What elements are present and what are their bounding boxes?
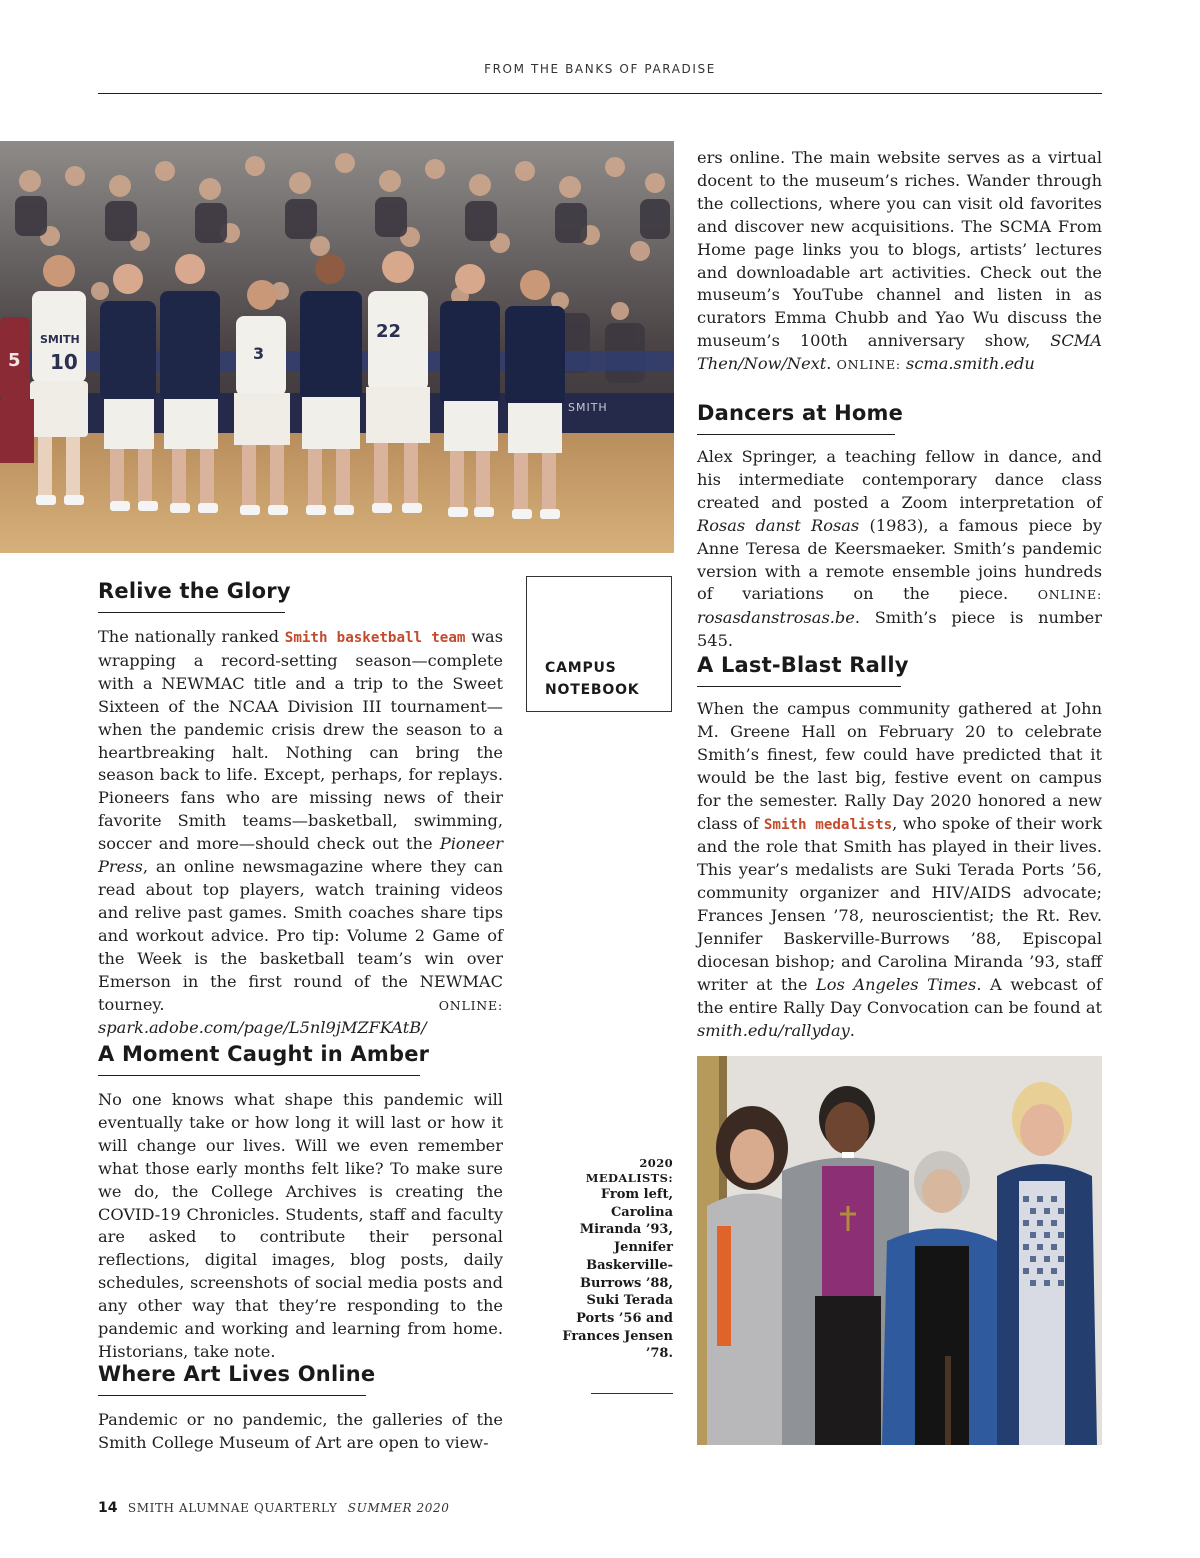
text-run: Alex Springer, a teaching fellow in dance, and his intermediate contemporary dance class created and posted a Zoom interpretation of (697, 447, 1102, 512)
caption-label: 2020 MEDALISTS: (585, 1156, 673, 1185)
page-number: 14 (98, 1500, 118, 1516)
running-head: FROM THE BANKS OF PARADISE (484, 62, 716, 76)
text-run: , an online newsmagazine where they can read about top players, watch training videos and relive past games. Smith coaches share tips and workout advice. Pro tip: Volume 2 Game of the Week is the basketball team’s win over Emerson in the first round of the NEWMAC tourney. (98, 857, 503, 1014)
text-run: ers online. The main website serves as a virtual docent to the museum’s riches. Wander through the collections, where you can visit old favorites and discover new acquisitions. The SCMA From Home page links you to blogs, artists’ lectures and downloadable art activities. Check out the museum’s YouTube channel and listen in as curators Emma Chubb and Yao Wu discuss the museum’s 100th anniversary show, (697, 148, 1102, 351)
text-run: The nationally ranked (98, 627, 285, 646)
court-banner-text: SMITH (568, 401, 608, 414)
section-dancers-at-home (697, 400, 1102, 653)
where-art-lives-online-continued (697, 147, 1102, 377)
basketball-photo-illustration (0, 141, 674, 553)
header-rule (98, 93, 1102, 94)
section-heading-last-blast-rally: A Last-Blast Rally (697, 653, 909, 677)
jersey-number-10: 10 (50, 350, 78, 374)
section-heading-relive-the-glory: Relive the Glory (98, 579, 291, 603)
text-run: was wrapping a record-setting season—complete with a NEWMAC title and a trip to the Sweet Sixteen of the NCAA Division III tournament—when the pandemic crisis drew the season to a heartbreaking halt. Nothing can bring the season back to life. Except, perhaps, for replays. Pioneers fans who are missing news of their favorite Smith teams—basketball, swimming, soccer and more—should check out the (98, 627, 504, 854)
publication-name: SMITH ALUMNAE QUARTERLY (127, 1501, 338, 1515)
text-run: . (849, 1020, 855, 1040)
pioneer-press-url[interactable]: spark.adobe.com/page/L5nl9jMZFKAtB/ (98, 1018, 427, 1038)
text-run: When the campus community gathered at John M. Greene Hall on February 20 to celebrate Smith’s finest, few could have predicted that it would be the last big, festive event on campus for the semester. Rally Day 2020 honored a new class of (697, 699, 1102, 833)
jersey-number-3: 3 (253, 344, 265, 363)
scma-url[interactable]: scma.smith.edu (900, 354, 1035, 374)
medalists-photo-illustration (697, 1056, 1102, 1445)
campus-notebook-box (526, 576, 672, 712)
last-blast-rally-body (697, 698, 1102, 1043)
section-where-art-lives-online (98, 1361, 503, 1455)
caption-text: From left, Carolina Miranda ’93, Jennifer Baskerville-Burrows ’88, Suki Terada Ports ’56 and Frances Jensen ’78. (562, 1187, 673, 1362)
section-heading-where-art-lives-online: Where Art Lives Online (98, 1362, 376, 1386)
text-run: , who spoke of their work and the role that Smith has played in their lives. This year’s medalists are Suki Terada Ports ’56, community organizer and HIV/AIDS advocate; Frances Jensen ’78, neuroscientist; the Rt. Rev. Jennifer Baskerville-Burrows ’88, Episcopal diocesan bishop; and Carolina Miranda ’93, staff writer at the (697, 813, 1103, 994)
text-run: (1983), a famous piece by Anne Teresa de Keersmaeker. Smith’s pandemic version with a remote ensemble joins hundreds of variations on the piece. (697, 515, 1102, 604)
section-heading-moment-caught-in-amber: A Moment Caught in Amber (98, 1042, 430, 1066)
pioneer-press-title: Pioneer Press (98, 834, 503, 877)
online-label: ONLINE: (438, 997, 503, 1013)
heading-rule (98, 612, 285, 613)
basketball-team-photo (0, 141, 674, 553)
section-relive-the-glory (98, 578, 503, 1040)
relive-the-glory-body (98, 626, 503, 1040)
moment-caught-in-amber-body: No one knows what shape this pandemic will eventually take or how long it will last or how it will change our lives. Will we even remember what those early months felt like? To make sure we do, the College Archives is creating the COVID-19 Chronicles. Students, staff and faculty are asked to contribute their personal reflections, digital images, blog posts, daily schedules, screenshots of social media posts and any other way that they’re responding to the pandemic and working and learning from home. Historians, take note. (98, 1090, 503, 1361)
medalists-photo-caption (560, 1156, 673, 1363)
section-last-blast-rally (697, 652, 1102, 1043)
smith-basketball-team-link[interactable]: Smith basketball team (284, 630, 466, 646)
section-heading-dancers-at-home: Dancers at Home (697, 401, 904, 425)
page-footer (98, 1500, 449, 1516)
scma-show-title: SCMA Then/Now/Next (697, 331, 1102, 374)
smith-medalists-link[interactable]: Smith medalists (763, 816, 893, 833)
heading-rule (98, 1395, 366, 1396)
where-art-lives-online-body-start: Pandemic or no pandemic, the galleries of the Smith College Museum of Art are open to view- (98, 1410, 503, 1452)
text-run: . (826, 354, 837, 374)
online-label: ONLINE: (836, 357, 901, 373)
section-moment-caught-in-amber (98, 1041, 503, 1364)
jersey-smith-text: SMITH (40, 333, 80, 346)
medalists-photo (697, 1056, 1102, 1445)
rallyday-url[interactable]: smith.edu/rallyday (697, 1020, 850, 1040)
text-run: . Smith’s piece is number 545. (697, 608, 1102, 651)
rosas-title: Rosas danst Rosas (697, 515, 860, 535)
heading-rule (697, 686, 901, 687)
la-times-title: Los Angeles Times (816, 974, 977, 994)
heading-rule (98, 1075, 420, 1076)
dancers-at-home-body (697, 446, 1102, 653)
where-art-lives-online-body-continued (697, 147, 1102, 377)
jersey-number-22: 22 (376, 321, 402, 342)
text-run: . A webcast of the entire Rally Day Convocation can be found at (697, 974, 1102, 1017)
campus-notebook-label: CAMPUS NOTEBOOK (545, 660, 640, 698)
caption-rule (591, 1393, 673, 1394)
opponent-number-5: 5 (8, 350, 21, 371)
issue-label: SUMMER 2020 (347, 1501, 450, 1515)
heading-rule (697, 434, 895, 435)
online-label: ONLINE: (1037, 587, 1102, 603)
rosas-url[interactable]: rosasdanstrosas.be (697, 608, 855, 628)
